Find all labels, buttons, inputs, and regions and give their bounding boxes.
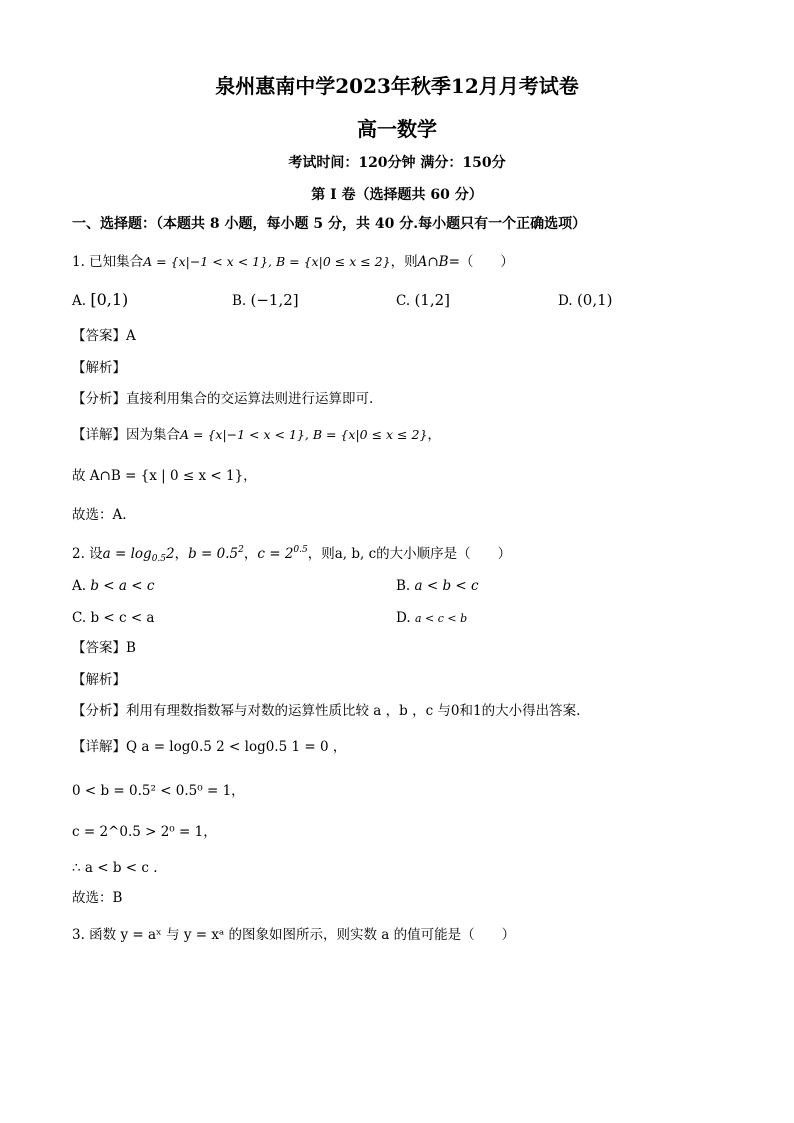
q1-detail: 【详解】因为集合A = {x|−1 < x < 1}, B = {x|0 ≤ x ≤ 2}， bbox=[72, 427, 441, 443]
q1-answer: 【答案】A bbox=[72, 328, 136, 344]
q2-detail: 【详解】Q a = log0.5 2 < log0.5 1 = 0 ， bbox=[72, 739, 347, 755]
q2-answer: 【答案】B bbox=[72, 640, 136, 656]
question-1-stem bbox=[72, 252, 514, 272]
question-2-stem: 2. 设$a = \log_{0.5}2$，$b = 0.5^2$，$c = 2^{0.5}$，则a, b, c的大小顺序是（ ） bbox=[72, 545, 512, 564]
q1-choose: 故选：A. bbox=[72, 507, 127, 523]
q1-option-b: B. (−1,2] bbox=[232, 291, 299, 309]
q2-analysis-tag: 【解析】 bbox=[72, 672, 126, 688]
exam-title: 泉州惠南中学2023年秋季12月月考试卷 bbox=[215, 74, 579, 98]
q2-step1: 0 < b = 0.5² < 0.5⁰ = 1， bbox=[72, 783, 245, 799]
q1-blank: =（ ） bbox=[448, 254, 514, 270]
q2-option-a: A. b < a < c bbox=[72, 578, 155, 594]
question-3-stem: 3. 函数 y = aˣ 与 y = xᵃ 的图象如图所示，则实数 a 的值可能是（ ） bbox=[72, 927, 516, 943]
q1-prefix: 1. 已知集合 bbox=[72, 254, 144, 270]
q1-set-def: A = {x|−1 < x < 1}, B = {x|0 ≤ x ≤ 2} bbox=[143, 254, 391, 269]
q1-option-a: A. [0,1) bbox=[72, 290, 129, 309]
q2-option-b: B. a < b < c bbox=[396, 578, 479, 594]
q2-choose: 故选：B bbox=[72, 890, 123, 906]
q1-step1: 故 A∩B = {x | 0 ≤ x < 1}， bbox=[72, 468, 257, 484]
q2-analysis: 【分析】利用有理数指数幂与对数的运算性质比较 a ，b ，c 与0和1的大小得出答案. bbox=[72, 703, 581, 719]
q1-option-c: C. (1,2] bbox=[396, 291, 450, 309]
exam-info: 考试时间：120分钟 满分：150分 bbox=[288, 155, 506, 171]
section-heading: 一、选择题：（本题共 8 小题，每小题 5 分，共 40 分.每小题只有一个正确选项） bbox=[72, 216, 587, 232]
q1-suffix: ，则 bbox=[390, 254, 418, 270]
subject-title: 高一数学 bbox=[357, 117, 437, 141]
q2-step3: ∴ a < b < c . bbox=[72, 860, 158, 876]
q1-expr: A∩B bbox=[417, 254, 449, 270]
q2-option-d: D. a < c < b bbox=[396, 610, 468, 626]
q2-step2: c = 2^0.5 > 2⁰ = 1， bbox=[72, 824, 217, 840]
q1-analysis: 【分析】直接利用集合的交运算法则进行运算即可. bbox=[72, 391, 374, 407]
q2-option-c: C. b < c < a bbox=[72, 610, 155, 626]
volume-heading: 第 I 卷（选择题共 60 分） bbox=[311, 187, 483, 203]
q1-option-d: D. (0,1) bbox=[558, 291, 613, 309]
q1-analysis-tag: 【解析】 bbox=[72, 360, 126, 376]
